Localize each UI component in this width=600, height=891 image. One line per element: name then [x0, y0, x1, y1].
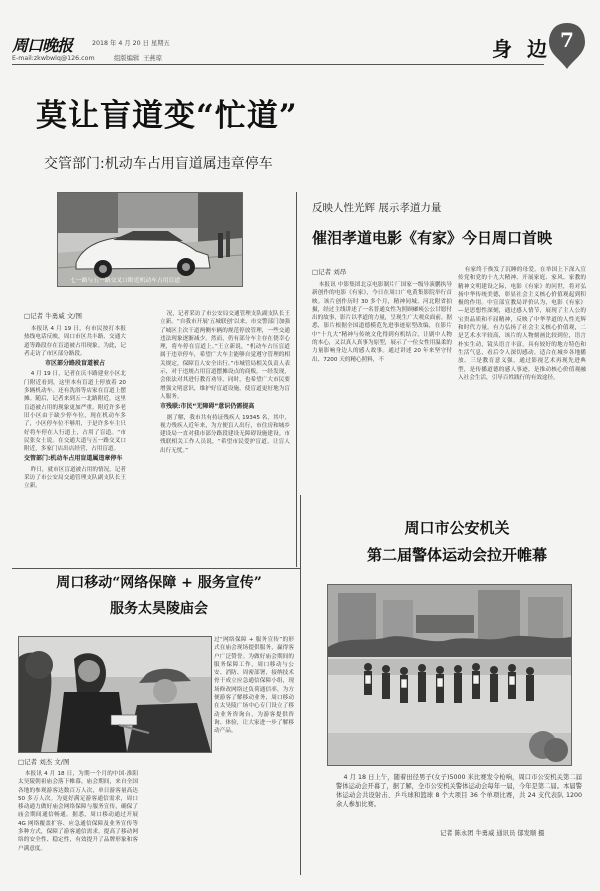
column-divider	[296, 192, 297, 567]
editor-label: 组版编辑	[114, 55, 140, 62]
lower-column-divider	[300, 495, 301, 875]
main-body-para3: 昨日，就市区盲道被占用的情况，记者采访了市公安局交通管理支队副支队长王立新。	[24, 466, 126, 490]
film-body-col1	[312, 281, 452, 488]
film-byline: □记者 刘昂	[312, 268, 347, 276]
mobile-body-side: 过“网络保障 + 服务宣传”的形式在庙会现场提供服务，赢得客户广泛赞誉。为做好庙会期间的服务保障工作，周口移动与公安、消防、周密部署，接纳技术骨干成立应急通信保障小组，现场修改网络过负荷通信率，为方便游客了解移动业务，周口移动在太昊陵广场中心专门设立了移动业务咨询台，为游客提供咨询、体验，让大家进一步了解移动产品。	[214, 637, 294, 735]
mobile-service-photo	[18, 636, 212, 753]
police-credit: 记者 陈永团 牛勇威 通讯员 郁发顺 摄	[440, 830, 545, 837]
main-sub3: 市残联:市民“无障碍”意识仍需提高	[160, 403, 255, 411]
parked-car-photo	[57, 192, 243, 287]
page-number-badge	[548, 22, 586, 66]
date-line: 2018 年 4 月 20 日 星期五	[92, 40, 170, 47]
mobile-body-main: 本报讯 4 月 18 日，为期一个月的中国·淮阳太昊陵朝祖庙会落下帷幕。庙会期间，来自全国各地的参观游客达数百万人次，单日游客量高达 50 多万人次。为更好满足游客通信需求，周口移动通力做好庙会网络保障与服务宣传，确保了庙会期间通信畅通。据悉，周口移动通过开展 4G 网络覆盖扩容、应急通信保障及业务宣传等多种方式，保障了游客通信需求，提高了移动网络的安全性、稳定性，有效提升了品牌形象和客户满意度。	[18, 771, 138, 852]
main-body-col2	[160, 310, 290, 563]
main-body-para2: 4 月 19 日，记者在庆丰路建业小区北门附近看到，这里本有盲道上停放着 20 多辆机动车。还有洗浴等店家在盲道上摆摊。随后，记者来到五一北路附近，这里盲道被占用的现象更加严重。附近许多老旧小区由于缺少停车位，现在机动车多了，小区停车位不够用，于是许多车主只好将车停在人行道上，占用了盲道。“市民张女士说。在交通大道与五一路交叉口附近，多家门店出店经营，占用盲道。	[24, 371, 126, 453]
police-race-photo	[327, 584, 572, 766]
police-caption: 4 月 18 日上午，随着田径男子(女子)5000 米比赛发令枪响，周口市公安机关第二届警体运动会开幕了，据了解，全市公安机关警体运动会每年一届，今年是第二届。本届警体运动会共设射击、乒乓球和篮球 8 个大项目 36 个单项比赛，共 24 支代表队 1200 余人参加比赛。	[336, 774, 582, 808]
mobile-byline: □记者 刘杰 文/图	[18, 758, 70, 766]
section-name: 身 边	[492, 37, 551, 61]
main-body-para1: 本报讯 4 月 19 日，有市民按打本报热线电话反映，周口市区共丰路、交通大道等路段存在盲道被占用现象。为此，记者走访了市区部分路段。	[24, 326, 126, 357]
main-body-para5: 据了解，我市共有持证残疾人 19345 名，其中，视力残疾人近年来，为方便盲人出行，市住房和城乡建设局一直对我市部分路段建设无障碍设施建设。市残联相关工作人员说，“希望市民爱护盲道，让盲人出行无忧。”	[160, 414, 290, 454]
masthead-divider	[12, 64, 544, 65]
mobile-headline-2: 服务太昊陵庙会	[110, 601, 208, 617]
email-line: E-mail:zkwbwlq@126.com	[12, 55, 95, 62]
main-sub2: 交管部门:机动车占用盲道属违章停车	[24, 455, 123, 463]
parked-car-caption: 七一路与五一路交叉口附近机动车占用盲道	[70, 278, 181, 284]
police-headline-2: 第二届警体运动会拉开帷幕	[366, 546, 547, 564]
main-headline: 莫让盲道变“忙道”	[36, 98, 298, 134]
film-body-para1: 本报讯 中影集团北京电影制片厂国家一级导演鹏执导新创作的电影《有家》，今日在周口广电黄集影院举行首映。该片创作历时 30 多个月，精神同城、河北附省拍摄，经过主线讲述了一名普通女性为照顾瘫痪公公甘愿付出的故事，影片以孝道的力量，呈现生广大观众面前。据悉，影片根据全国道德模范先进事迹原型改编，在影片中“十九大”精神与传统文化得到有机结合，让剧中人物的本心，又以真人真事为原型，展示了一位女性用温柔的力量影响身边人的感人故事。通过讲述 20 年来坚守付出、7200 天的精心照料，不	[312, 282, 452, 363]
page-number: 7	[560, 28, 574, 52]
editor-name: 王燕琼	[143, 55, 162, 62]
main-body-para4: 况，记者采访了市公安局交通管理支队副支队长王立新。“自我市开展‘五城联创’以来，市交警部门加强了城区主次干道两侧车辆的规范停放管理，一些交通违法现象逐渐减少。然而，仍有部分车主存在侥幸心理，将车停在盲道上。”王立新说，“机动车占压盲道属于违章停车，希望广大车主能够自觉遵守管理的相关规定，保障盲人安全出行。”市城管局相关负责人表示，对于违规占用盲道摆摊设点的商贩，一经发现，会依法对其进行教育劝导，同时，也希望广大市民要增强文明意识，维护好盲道设施，使盲道更好地为盲人服务。	[160, 311, 290, 400]
film-headline: 催泪孝道电影《有家》今日周口首映	[312, 229, 553, 247]
police-headline-1: 周口市公安机关	[404, 519, 510, 537]
mobile-service-image	[19, 637, 211, 752]
paper-logo: 周口晚报	[12, 36, 73, 55]
film-body-col2	[458, 266, 586, 488]
mobile-headline-1: 周口移动“网络保障 + 服务宣传”	[56, 575, 262, 591]
section-divider	[12, 568, 300, 569]
main-subheadline: 交管部门:机动车占用盲道属违章停车	[44, 156, 273, 172]
main-body-col1	[24, 325, 126, 563]
main-sub1: 市区部分路段盲道被占	[44, 360, 105, 368]
film-kicker: 反映人性光辉 展示孝道力量	[312, 202, 442, 214]
police-race-image	[328, 585, 571, 765]
film-body-para2: 有家终于焕发了沉睡的母爱。在举国上下深入宣传党和党的十九大精神、开展家庭、家风、家教的精神文明建设之际，电影《有家》的问世，将对弘扬中华传统美德，彰显社会主义核心价值观起到积极的作用。中宣部宣教局评价认为，电影《有家》—是思想性深刻，通过感人情节，展现了主人公的宝贵品质和不屈精神，反映了中华孝道的人性光辉和时代力量。有力弘扬了社会主义核心价值观，二是艺术水平较高，该片的人物刻画比较到位，语言朴实生动，镜头语言丰富，具有较好的地方特色和生活气息，看后令人深切感动。适合在城乡各地播放。三是教育意义强，通过影视艺术再现先进典型，是传播道德的感人事迹，是推动核心价值观融入社会生活，引导百姓践行的有效途径。	[458, 267, 586, 381]
mobile-body-main-cont	[148, 770, 294, 868]
parked-car-image	[58, 193, 242, 286]
main-byline: □记者 牛勇威 文/图	[24, 312, 82, 320]
